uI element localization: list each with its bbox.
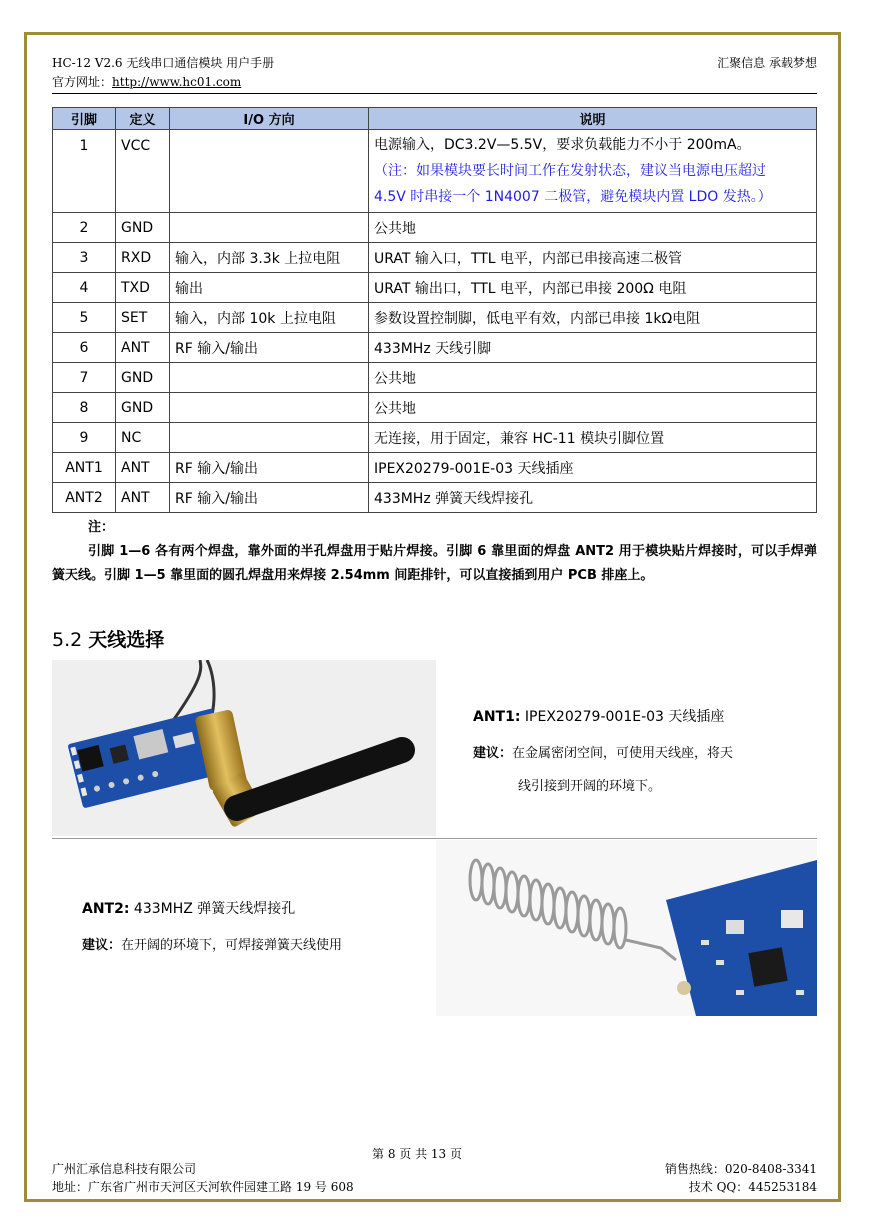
def-cell: GND (116, 363, 170, 393)
table-row (53, 393, 817, 423)
ant2-illustration (436, 840, 817, 1016)
desc-cell: IPEX20279-001E-03 天线插座 (369, 453, 817, 483)
ant1-advice-text: 在金属密闭空间，可使用天线座，将天 (512, 746, 734, 761)
io-cell: 输入，内部 10k 上拉电阻 (170, 303, 369, 333)
footer-address: 地址：广东省广州市天河区天河软件园建工路 19 号 608 (52, 1180, 354, 1194)
pin-cell: 9 (53, 423, 116, 453)
io-cell (170, 393, 369, 423)
pin-cell: 1 (53, 130, 116, 213)
slogan: 汇聚信息 承载梦想 (717, 56, 817, 70)
desc-cell: 公共地 (369, 393, 817, 423)
table-row (53, 273, 817, 303)
table-row (53, 303, 817, 333)
note-body: 引脚 1—6 各有两个焊盘，靠外面的半孔焊盘用于贴片焊接。引脚 6 靠里面的焊盘 ANT2 用于模块贴片焊接时，可以手焊弹簧天线。引脚 1—5 靠里面的圆孔焊盘用来焊接 2.54mm 间距排针，可以直接插到用户 PCB 排座上。 (52, 544, 817, 583)
table-header-row (53, 108, 817, 130)
desc-cell: 433MHz 天线引脚 (369, 333, 817, 363)
pin-cell: ANT1 (53, 453, 116, 483)
def-cell: VCC (116, 130, 170, 213)
ant2-advice-text: 在开阔的环境下，可焊接弹簧天线使用 (121, 938, 343, 953)
def-cell: RXD (116, 243, 170, 273)
ant1-advice-label: 建议： (473, 746, 513, 761)
pin-cell: ANT2 (53, 483, 116, 513)
pin-cell: 3 (53, 243, 116, 273)
section-heading (52, 625, 164, 652)
desc-cell: 433MHz 弹簧天线焊接孔 (369, 483, 817, 513)
col-io: I/O 方向 (170, 108, 369, 130)
table-row (53, 333, 817, 363)
ant2-advice (82, 934, 342, 953)
divider (52, 838, 817, 839)
page-number: 第 8 页 共 13 页 (372, 1147, 462, 1161)
desc-text: 电源输入，DC3.2V—5.5V，要求负载能力不小于 200mA。 (374, 137, 751, 153)
io-cell (170, 363, 369, 393)
def-cell: ANT (116, 453, 170, 483)
ant1-label: ANT1: (473, 709, 521, 725)
site-link[interactable]: http://www.hc01.com (112, 75, 242, 89)
io-cell (170, 213, 369, 243)
site-label: 官方网址： (52, 75, 113, 89)
table-row (53, 243, 817, 273)
pin-table (52, 107, 817, 513)
table-row (53, 363, 817, 393)
desc-cell: URAT 输出口，TTL 电平，内部已串接 200Ω 电阻 (369, 273, 817, 303)
def-cell: SET (116, 303, 170, 333)
io-cell: RF 输入/输出 (170, 453, 369, 483)
ant1-advice (473, 742, 733, 761)
ant2-title (82, 898, 295, 918)
desc-cell (369, 130, 817, 213)
col-def: 定义 (116, 108, 170, 130)
section-number: 5.2 (52, 629, 83, 651)
footer-sales: 销售热线：020-8408-3341 (664, 1162, 817, 1176)
pin-cell: 6 (53, 333, 116, 363)
pin-cell: 7 (53, 363, 116, 393)
ant1-title (473, 706, 724, 726)
desc-cell: 无连接，用于固定，兼容 HC-11 模块引脚位置 (369, 423, 817, 453)
ant2-label: ANT2: (82, 901, 130, 917)
section-title: 天线选择 (88, 629, 165, 651)
table-row (53, 483, 817, 513)
table-row (53, 453, 817, 483)
io-cell: RF 输入/输出 (170, 483, 369, 513)
desc-note-1: （注：如果模块要长时间工作在发射状态，建议当电源电压超过 (374, 163, 766, 179)
pin-cell: 4 (53, 273, 116, 303)
ant1-illustration (52, 660, 436, 836)
ant1-photo (52, 660, 436, 836)
io-cell (170, 423, 369, 453)
pin-cell: 2 (53, 213, 116, 243)
io-cell: RF 输入/输出 (170, 333, 369, 363)
io-cell: 输出 (170, 273, 369, 303)
ant2-advice-label: 建议： (82, 938, 122, 953)
def-cell: GND (116, 393, 170, 423)
col-desc: 说明 (369, 108, 817, 130)
table-row (53, 130, 817, 213)
table-row (53, 213, 817, 243)
def-cell: ANT (116, 483, 170, 513)
desc-cell: 公共地 (369, 363, 817, 393)
header-rule (52, 93, 817, 94)
def-cell: ANT (116, 333, 170, 363)
note-title: 注： (88, 520, 115, 535)
desc-cell: 参数设置控制脚，低电平有效，内部已串接 1kΩ电阻 (369, 303, 817, 333)
def-cell: TXD (116, 273, 170, 303)
ant1-advice-line2: 线引接到开阔的环境下。 (518, 779, 662, 794)
desc-cell: 公共地 (369, 213, 817, 243)
io-cell: 输入，内部 3.3k 上拉电阻 (170, 243, 369, 273)
site-line (52, 73, 241, 90)
def-cell: GND (116, 213, 170, 243)
table-row (53, 423, 817, 453)
ant2-photo (436, 840, 817, 1016)
ant2-value: 433MHZ 弹簧天线焊接孔 (133, 901, 296, 917)
pin-cell: 8 (53, 393, 116, 423)
ant1-value: IPEX20279-001E-03 天线插座 (524, 709, 725, 725)
desc-cell: URAT 输入口，TTL 电平，内部已串接高速二极管 (369, 243, 817, 273)
col-pin: 引脚 (53, 108, 116, 130)
io-cell (170, 130, 369, 213)
footer-tech: 技术 QQ：445253184 (688, 1180, 817, 1194)
footer-company: 广州汇承信息科技有限公司 (52, 1162, 197, 1176)
desc-note-2: 4.5V 时串接一个 1N4007 二极管，避免模块内置 LDO 发热。） (374, 189, 772, 205)
pin-cell: 5 (53, 303, 116, 333)
doc-title: HC-12 V2.6 无线串口通信模块 用户手册 (52, 56, 275, 70)
def-cell: NC (116, 423, 170, 453)
